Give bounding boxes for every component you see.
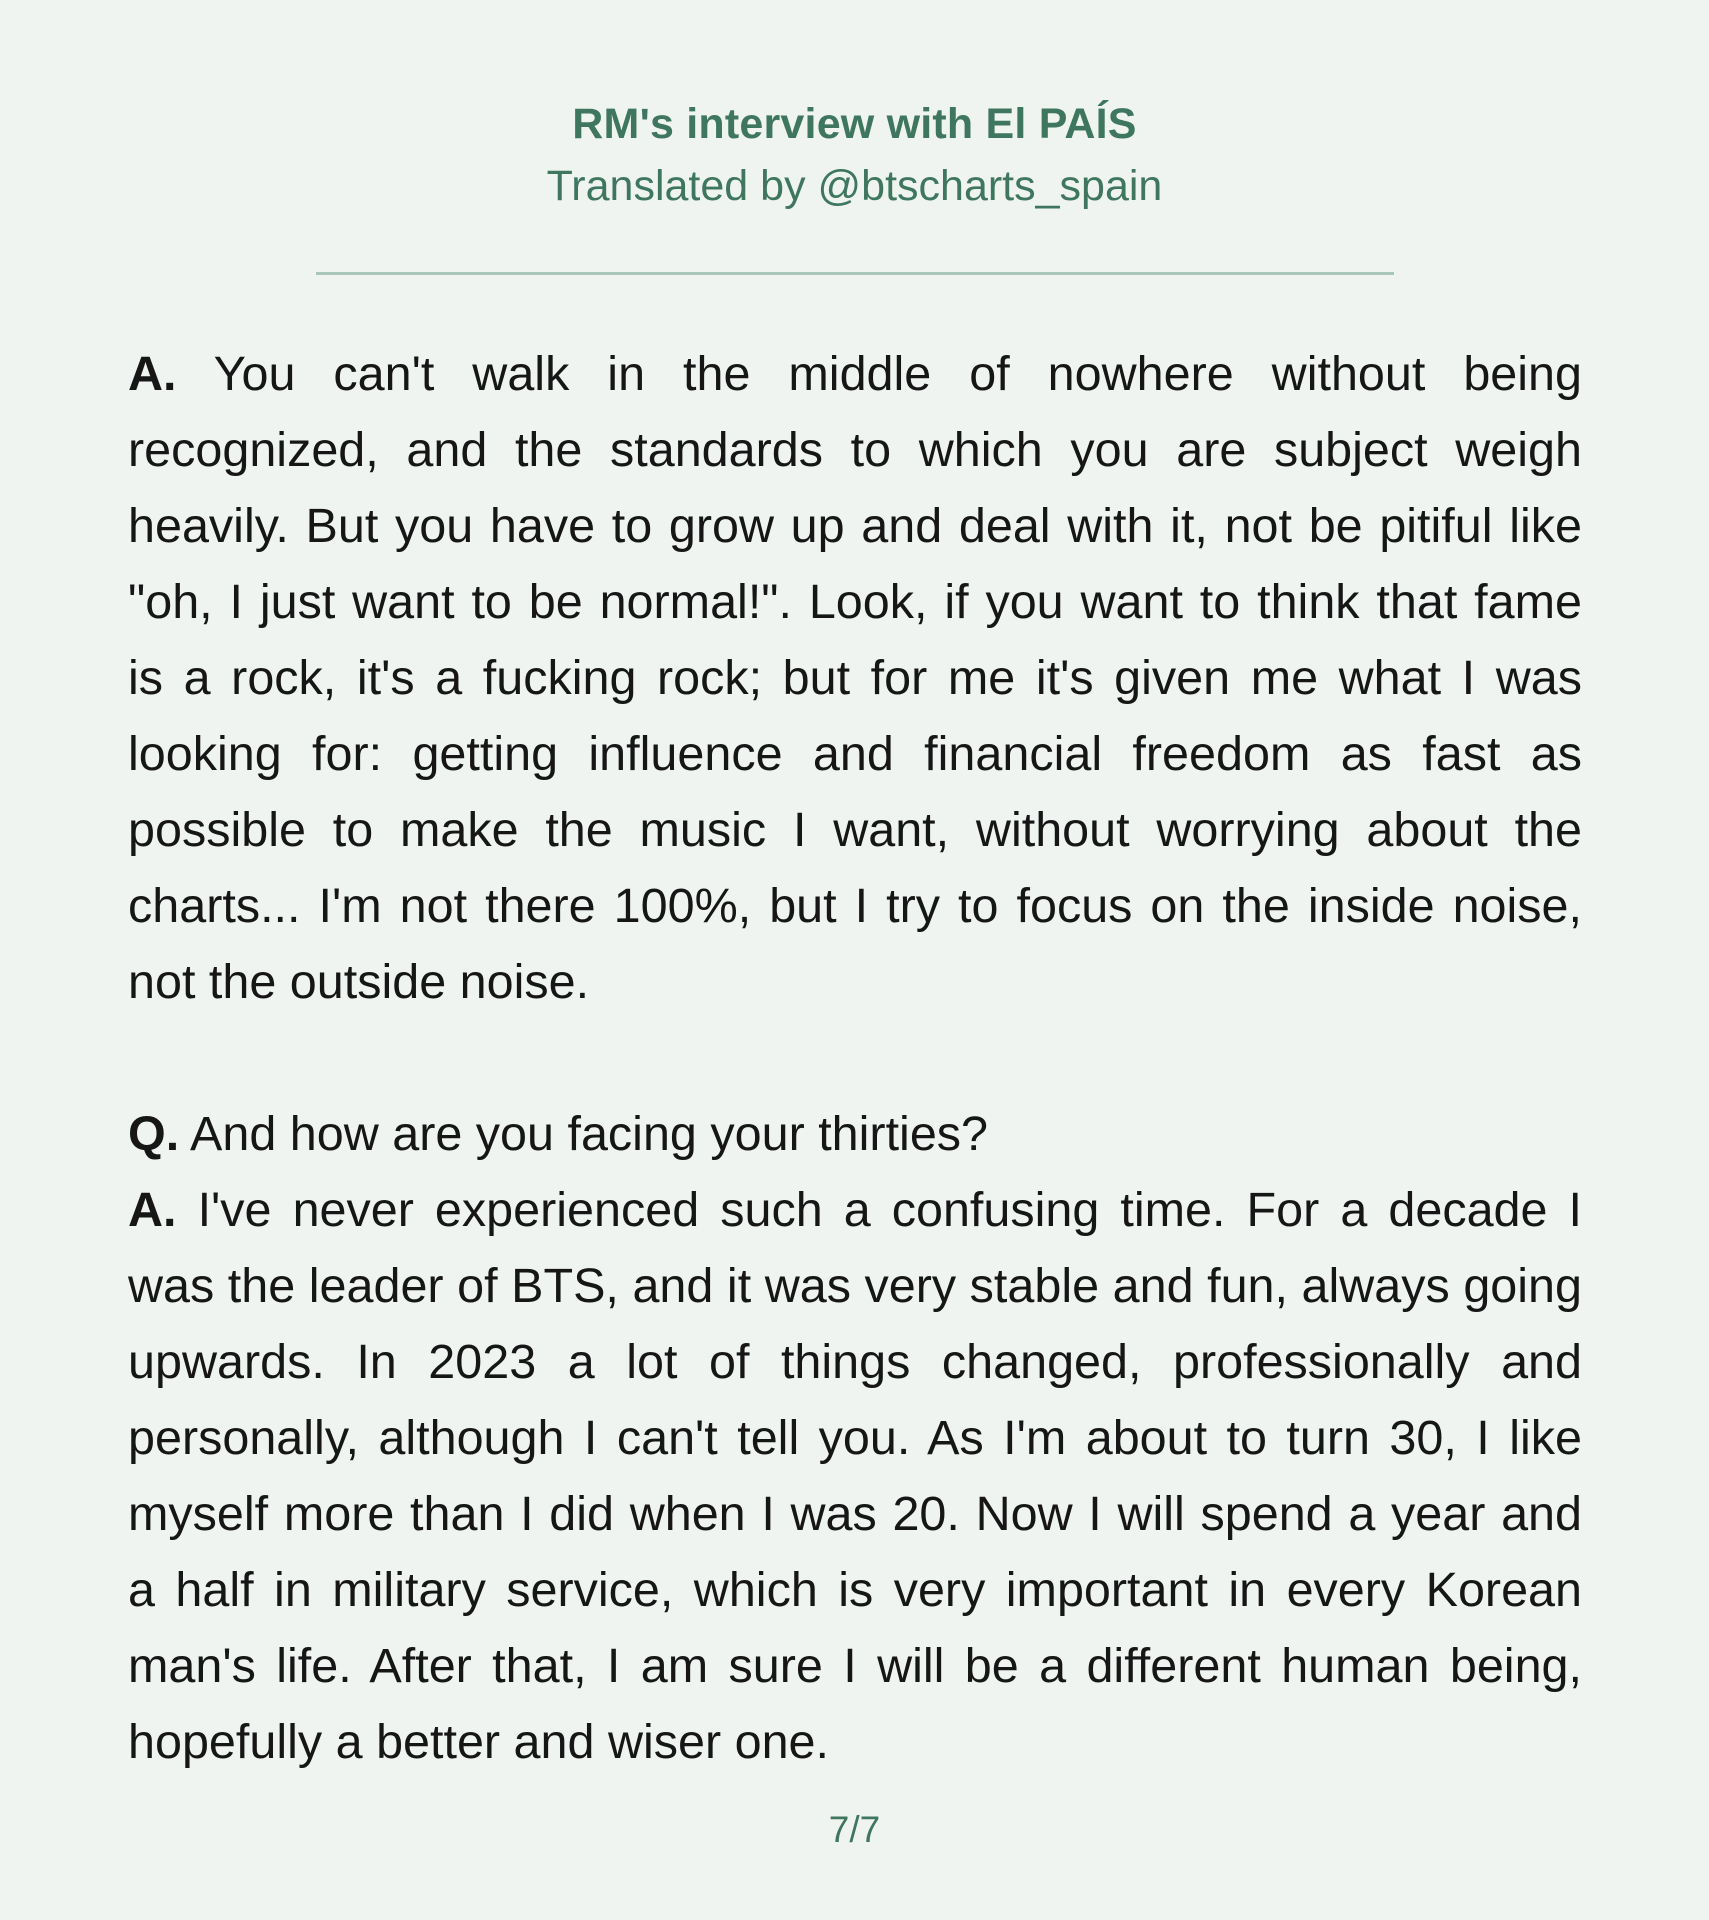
- question-marker: Q.: [128, 1107, 180, 1161]
- document-title: RM's interview with El PAÍS: [572, 100, 1137, 148]
- paragraph-spacer: [128, 1020, 1582, 1096]
- question-paragraph: [128, 1096, 1582, 1172]
- answer-paragraph-1: [128, 336, 1582, 1020]
- header-divider: [316, 272, 1394, 275]
- question-text: And how are you facing your thirties?: [190, 1107, 989, 1161]
- answer-marker: A.: [128, 1183, 177, 1237]
- answer-marker: A.: [128, 347, 177, 401]
- page-indicator: 7/7: [828, 1809, 881, 1850]
- answer-text: You can't walk in the middle of nowhere without being recognized, and the standards to which you are subject weigh heavily. But you have to grow up and deal with it, not be pitiful like "oh, I just want to be normal!". Look, if you want to think that fame is a rock, it's a fucking rock; but for me it's given me what I was looking for: getting influence and financial freedom as fast as possible to make the music I want, without worrying about the charts... I'm not there 100%, but I try to focus on the inside noise, not the outside noise.: [128, 347, 1582, 1009]
- translator-credit: Translated by @btscharts_spain: [546, 162, 1163, 210]
- answer-text: I've never experienced such a confusing time. For a decade I was the leader of BTS, and it was very stable and fun, always going upwards. In 2023 a lot of things changed, professionally and personally, although I can't tell you. As I'm about to turn 30, I like myself more than I did when I was 20. Now I will spend a year and a half in military service, which is very important in every Korean man's life. After that, I am sure I will be a different human being, hopefully a better and wiser one.: [128, 1183, 1583, 1769]
- interview-body: [128, 336, 1582, 1780]
- answer-paragraph-2: [128, 1172, 1582, 1780]
- document-header: [0, 92, 1709, 218]
